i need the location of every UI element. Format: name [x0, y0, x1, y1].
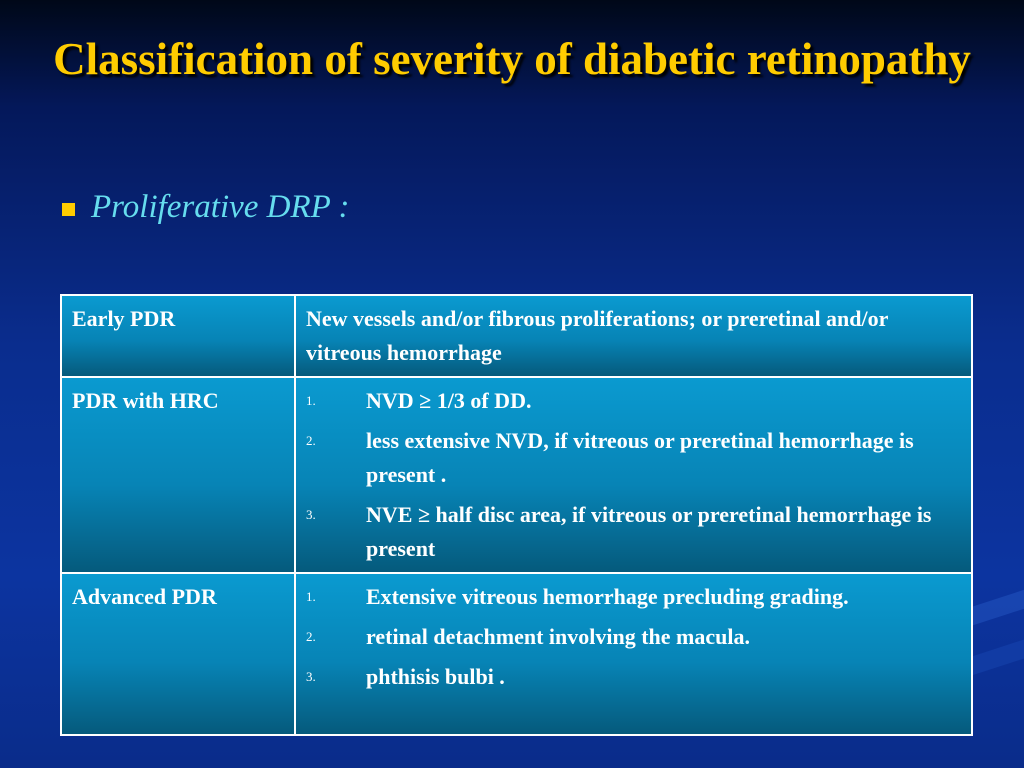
bullet-text: Proliferative DRP :	[91, 189, 350, 225]
criteria-list	[306, 384, 961, 566]
row-items-cell	[295, 573, 972, 735]
bullet-item	[62, 189, 349, 226]
row-label: PDR with HRC	[61, 377, 295, 573]
criteria-list	[306, 580, 961, 694]
list-item-text: Extensive vitreous hemorrhage precluding grading.	[366, 584, 849, 609]
row-label: Early PDR	[61, 295, 295, 377]
decorative-stripe	[964, 622, 1024, 676]
list-number: 2.	[306, 629, 316, 644]
list-item-text: NVD ≥ 1/3 of DD.	[366, 388, 532, 413]
pdr-classification-table	[60, 294, 973, 736]
list-item	[306, 424, 961, 492]
list-item	[306, 580, 961, 614]
row-label: Advanced PDR	[61, 573, 295, 735]
list-item-text: NVE ≥ half disc area, if vitreous or preretinal hemorrhage is present	[366, 502, 932, 561]
row-description: New vessels and/or fibrous proliferations; or preretinal and/or vitreous hemorrhage	[295, 295, 972, 377]
list-number: 2.	[306, 433, 316, 448]
table-row	[61, 573, 972, 735]
list-item	[306, 384, 961, 418]
list-item-text: phthisis bulbi .	[366, 664, 505, 689]
slide-title: Classification of severity of diabetic retinopathy	[53, 34, 971, 84]
list-item	[306, 620, 961, 654]
list-item	[306, 498, 961, 566]
table-row	[61, 295, 972, 377]
list-item	[306, 660, 961, 694]
list-number: 1.	[306, 393, 316, 408]
square-bullet-icon	[62, 203, 75, 216]
list-number: 1.	[306, 589, 316, 604]
list-item-text: retinal detachment involving the macula.	[366, 624, 750, 649]
list-item-text: less extensive NVD, if vitreous or preretinal hemorrhage is present .	[366, 428, 914, 487]
row-items-cell	[295, 377, 972, 573]
list-number: 3.	[306, 507, 316, 522]
list-number: 3.	[306, 669, 316, 684]
table-row	[61, 377, 972, 573]
